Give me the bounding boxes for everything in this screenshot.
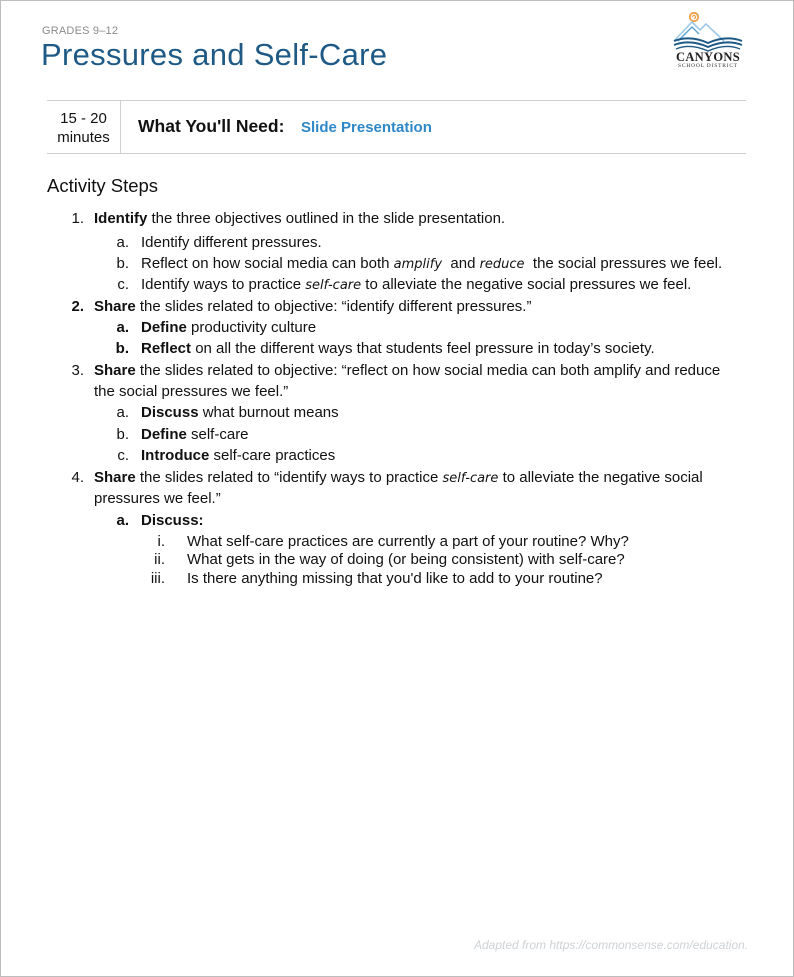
step-1b: Reflect on how social media can both amplify and reduce the social pressures we feel. <box>141 255 723 272</box>
step-1c: Identify ways to practice self-care to alleviate the negative social pressures we feel. <box>141 276 692 293</box>
step-4a: Discuss: <box>141 512 204 529</box>
page-title: Pressures and Self-Care <box>41 37 388 72</box>
step-3-continued: the social pressures we feel.” <box>94 383 289 400</box>
time-range: 15 - 20 <box>60 110 107 127</box>
substep-letter: a. <box>116 512 129 529</box>
substep-letter: b. <box>115 340 129 357</box>
substep-letter: a. <box>116 404 129 421</box>
grade-label: GRADES 9–12 <box>42 25 119 37</box>
step-4: Share the slides related to “identify ways to practice self-care to alleviate the negative social <box>94 469 703 486</box>
substep-letter: c. <box>117 276 129 293</box>
activity-steps-heading: Activity Steps <box>47 175 159 196</box>
step-1: Identify the three objectives outlined in the slide presentation. <box>94 210 506 227</box>
step-number: 4. <box>71 469 84 486</box>
substep-letter: c. <box>117 447 129 464</box>
step-4-continued: pressures we feel.” <box>94 490 221 507</box>
substep-letter: b. <box>116 255 129 272</box>
logo-name: CANYONS <box>676 50 740 64</box>
question-2: What gets in the way of doing (or being consistent) with self-care? <box>187 551 625 568</box>
roman-numeral: i. <box>157 533 165 550</box>
step-number: 2. <box>71 298 84 315</box>
step-3a: Discuss what burnout means <box>141 404 339 421</box>
time-unit: minutes <box>57 129 110 146</box>
roman-numeral: iii. <box>150 570 165 587</box>
step-3b: Define self-care <box>141 426 249 443</box>
substep-letter: a. <box>116 234 129 251</box>
step-2b: Reflect on all the different ways that students feel pressure in today’s society. <box>141 340 655 357</box>
question-3: Is there anything missing that you'd like to add to your routine? <box>187 570 603 587</box>
time-cell <box>47 101 121 153</box>
step-number: 3. <box>71 362 84 379</box>
question-1: What self-care practices are currently a part of your routine? Why? <box>187 533 629 550</box>
substep-letter: b. <box>116 426 129 443</box>
step-2: Share the slides related to objective: “identify different pressures.” <box>94 298 532 315</box>
substep-letter: a. <box>116 319 129 336</box>
step-3c: Introduce self-care practices <box>141 447 336 464</box>
step-2a: Define productivity culture <box>141 319 317 336</box>
roman-numeral: ii. <box>154 551 165 568</box>
need-value-link[interactable]: Slide Presentation <box>301 119 432 136</box>
footer-attribution: Adapted from https://commonsense.com/education. <box>474 938 749 952</box>
need-label: What You'll Need: <box>138 116 285 136</box>
step-3: Share the slides related to objective: “reflect on how social media can both amplify and reduce <box>94 362 721 379</box>
info-bar <box>47 100 746 154</box>
step-number: 1. <box>71 210 84 227</box>
step-1a: Identify different pressures. <box>141 234 322 251</box>
logo-subtitle: SCHOOL DISTRICT <box>678 63 738 69</box>
